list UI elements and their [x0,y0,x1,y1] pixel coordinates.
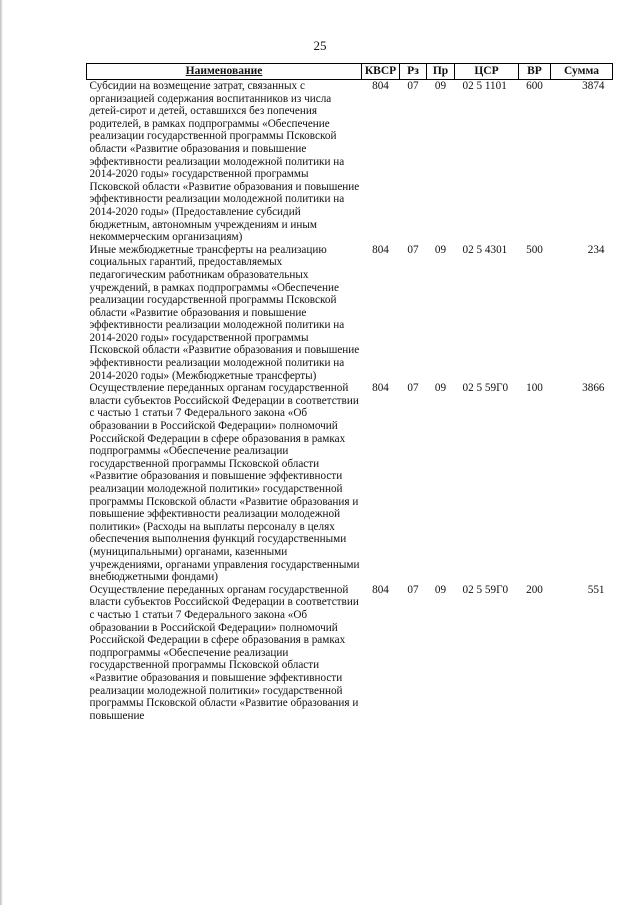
row-csr: 02 5 59Г0 [462,583,509,596]
header-name: Наименование [87,64,362,80]
row-rz: 07 [407,382,419,395]
row-name: Осуществление переданных органам государственной власти субъектов Российской Федерации в соответствии с частью 1 статьи 7 Федерального закона «Об образовании в Российской Федерации» полномочий Российской Федерации в сфере образования в рамках подпрограммы «Обеспечение реализации государственной программы Псковской области «Развитие образования и повышение эффективности реализации молодежной политики» государственной программы Псковской области «Развитие образования и повышение эффективности реализации молодежной политики» (Расходы на выплаты персоналу в целях обеспечения выполнения функций государственными (муниципальными) органами, казенными учреждениями, органами управления государственными внебюджетными фондами) [89,382,360,584]
row-kvsr: 804 [372,243,389,256]
row-vr: 500 [526,243,543,256]
header-csr: ЦСР [455,64,519,80]
header-sum: Сумма [551,64,613,80]
header-pr: Пр [427,64,455,80]
row-sum: 234 [587,243,605,256]
row-name: Субсидии на возмещение затрат, связанных с организацией содержания воспитанников из числа детей-сирот и детей, оставшихся без попечения родителей, в рамках подпрограммы «Обеспечение реализации государственной программы Псковской области «Развитие образования и повышение эффективности реализации молодежной политики на 2014-2020 годы» государственной программы Псковской области «Развитие образования и повышение эффективности реализации молодежной политики на 2014-2020 годы» (Предоставление субсидий бюджетным, автономным учреждениям и иным некоммерческим организациям) [89,80,360,244]
row-rz: 07 [407,583,419,596]
row-pr: 09 [434,583,447,596]
row-name: Осуществление переданных органам государственной власти субъектов Российской Федерации в соответствии с частью 1 статьи 7 Федерального закона «Об образовании в Российской Федерации» полномочий Российской Федерации в сфере образования в рамках подпрограммы «Обеспечение реализации государственной программы Псковской области «Развитие образования и повышение эффективности реализации молодежной политики» государственной программы Псковской области «Развитие образования и повышение [89,583,359,722]
table-row [87,382,613,584]
header-kvsr: КВСР [362,64,400,80]
row-vr: 600 [526,80,543,92]
table-row [87,584,613,723]
row-rz: 07 [407,243,419,256]
header-rz: Рз [400,64,427,80]
row-sum: 3866 [582,382,605,395]
row-pr: 09 [434,382,447,395]
header-vr: ВР [519,64,551,80]
table-row [87,244,613,383]
row-kvsr: 804 [372,80,389,92]
row-csr: 02 5 4301 [462,243,508,256]
row-rz: 07 [407,80,419,92]
table-header-row [87,64,613,80]
page-edge-shadow [0,0,3,905]
row-vr: 100 [526,382,543,395]
row-kvsr: 804 [372,382,389,395]
page-number: 25 [313,38,327,53]
table-row [87,80,613,244]
row-csr: 02 5 59Г0 [462,382,509,395]
row-sum: 551 [587,583,605,596]
row-pr: 09 [434,80,447,92]
row-sum: 3874 [582,80,605,92]
row-vr: 200 [526,583,543,596]
row-name: Иные межбюджетные трансферты на реализацию социальных гарантий, предоставляемых педагогическим работникам образовательных учреждений, в рамках подпрограммы «Обеспечение реализации государственной программы Псковской области «Развитие образования и повышение эффективности реализации молодежной политики на 2014-2020 годы» государственной программы Псковской области «Развитие образования и повышение эффективности реализации молодежной политики на 2014-2020 годы» (Межбюджетные трансферты) [89,243,360,382]
budget-table [86,63,613,722]
row-pr: 09 [434,243,447,256]
row-kvsr: 804 [372,583,389,596]
row-csr: 02 5 1101 [462,80,507,92]
